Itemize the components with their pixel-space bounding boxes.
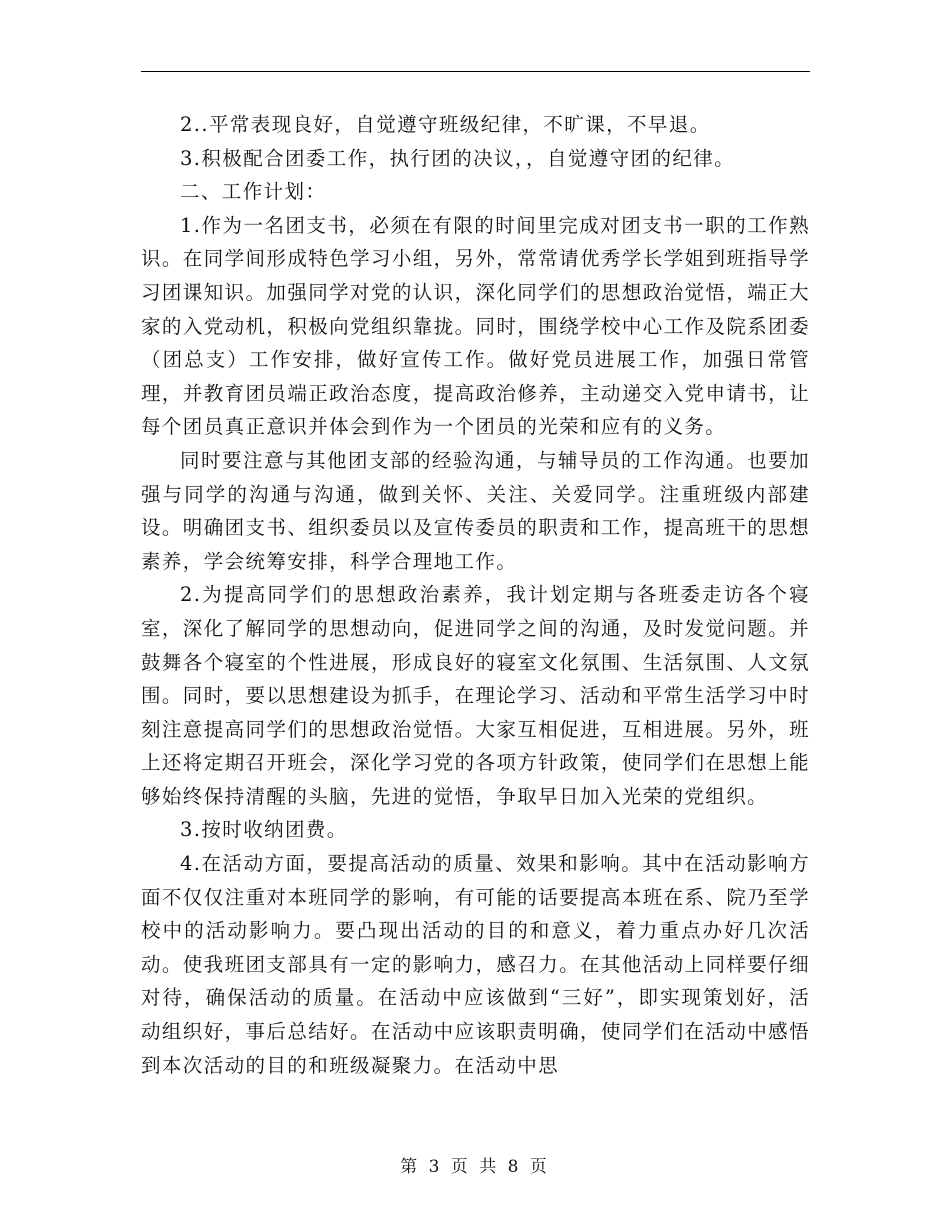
paragraph-7: 4.在活动方面，要提高活动的质量、效果和影响。其中在活动影响方面不仅仅注重对本班同学的影响，有可能的话要提高本班在系、院乃至学校中的活动影响力。要凸现出活动的目的和意义，着力重点办好几次活动。使我班团支部具有一定的影响力，感召力。在其他活动上同样要仔细对待，确保活动的质量。在活动中应该做到“三好”，即实现策划好，活动组织好，事后总结好。在活动中应该职责明确，使同学们在活动中感悟到本次活动的目的和班级凝聚力。在活动中思 bbox=[141, 852, 810, 1077]
paragraph-5: 2.为提高同学们的思想政治素养，我计划定期与各班委走访各个寝室，深化了解同学的思想动向，促进同学之间的沟通，及时发觉问题。并鼓舞各个寝室的个性进展，形成良好的寝室文化氛围、生活氛围、人文氛围。同时，要以思想建设为抓手，在理论学习、活动和平常生活学习中时刻注意提高同学们的思想政治觉悟。大家互相促进，互相进展。另外，班上还将定期召开班会，深化学习党的各项方针政策，使同学们在思想上能够始终保持清醒的头脑，先进的觉悟，争取早日加入光荣的党组织。 bbox=[141, 583, 810, 808]
paragraph-6: 3.按时收纳团费。 bbox=[180, 818, 348, 842]
paragraph-2: 3.积极配合团委工作，执行团的决议，，自觉遵守团的纪律。 bbox=[180, 146, 736, 170]
paragraph-4: 同时要注意与其他团支部的经验沟通，与辅导员的工作沟通。也要加强与同学的沟通与沟通，做到关怀、关注、关爱同学。注重班级内部建设。明确团支书、组织委员以及宣传委员的职责和工作，提高班干的思想素养，学会统筹安排，科学合理地工作。 bbox=[141, 448, 810, 573]
paragraph-3: 1.作为一名团支书，必须在有限的时间里完成对团支书一职的工作熟识。在同学间形成特色学习小组，另外，常常请优秀学长学姐到班指导学习团课知识。加强同学对党的认识，深化同学们的思想政治觉悟，端正大家的入党动机，积极向党组织靠拢。同时，围绕学校中心工作及院系团委（团总支）工作安排，做好宣传工作。做好党员进展工作，加强日常管理，并教育团员端正政治态度，提高政治修养，主动递交入党申请书，让每个团员真正意识并体会到作为一个团员的光荣和应有的义务。 bbox=[141, 213, 810, 439]
paragraph-1: 2..平常表现良好，自觉遵守班级纪律，不旷课，不早退。 bbox=[180, 113, 711, 136]
section-heading: 二、工作计划： bbox=[180, 180, 327, 204]
header-rule bbox=[141, 71, 810, 72]
page-number: 第 3 页 共 8 页 bbox=[400, 1157, 550, 1177]
document-body bbox=[141, 108, 810, 1082]
